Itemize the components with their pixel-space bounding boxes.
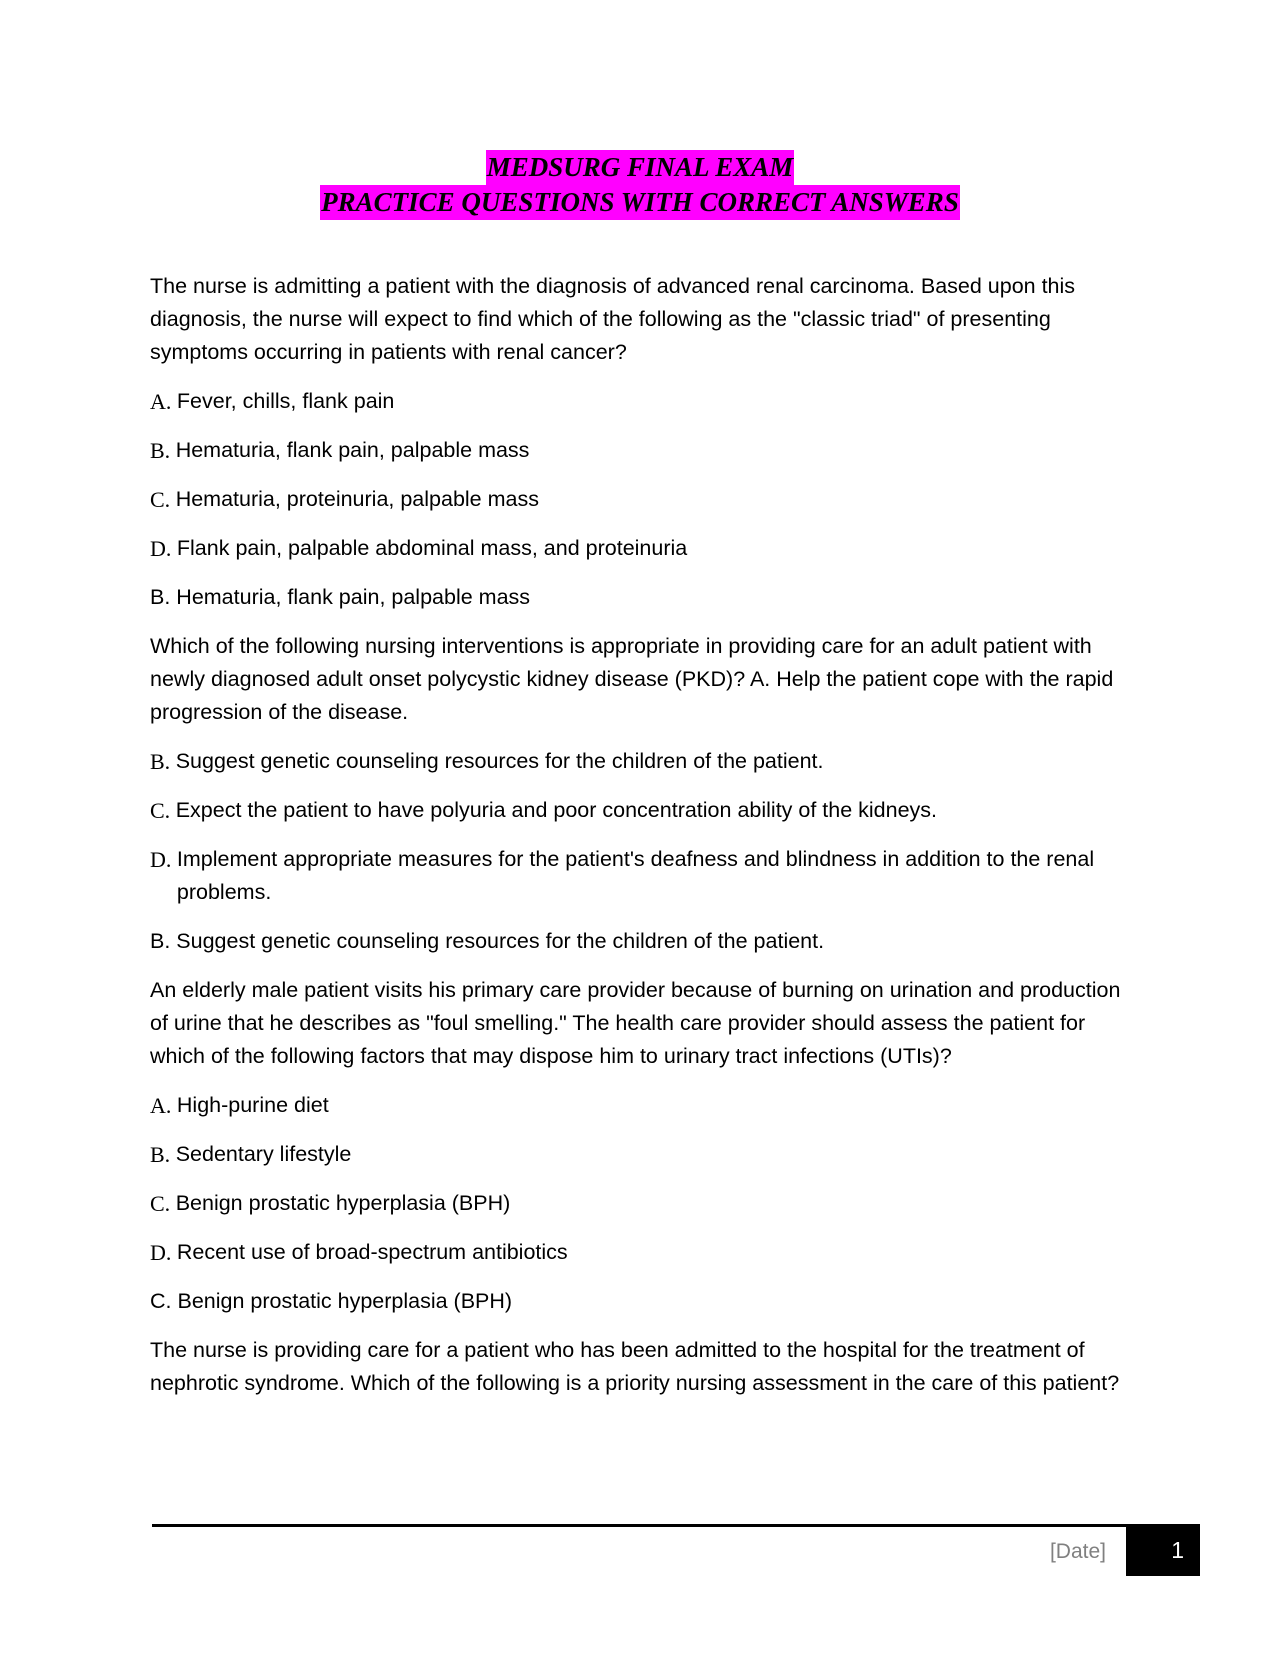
document-body	[150, 270, 1130, 1416]
question-3-option-b	[150, 1138, 1130, 1171]
title-line-2: PRACTICE QUESTIONS WITH CORRECT ANSWERS	[320, 185, 960, 220]
option-text: Implement appropriate measures for the patient's deafness and blindness in addition to the renal problems.	[176, 847, 1095, 904]
option-text: High-purine diet	[176, 1093, 329, 1117]
page-number-box	[1126, 1524, 1200, 1576]
question-3-option-a	[150, 1089, 1130, 1122]
question-1-option-b	[150, 434, 1130, 467]
option-text: Benign prostatic hyperplasia (BPH)	[175, 1191, 511, 1215]
option-letter: C.	[150, 798, 176, 823]
option-letter: C.	[150, 487, 176, 512]
option-letter: B.	[150, 438, 176, 463]
question-4-text: The nurse is providing care for a patient who has been admitted to the hospital for the treatment of nephrotic syndrome. Which of the following is a priority nursing assessment in the care of this patient?	[150, 1338, 1120, 1395]
option-text: Expect the patient to have polyuria and poor concentration ability of the kidneys.	[175, 798, 938, 822]
question-2-option-d	[150, 843, 1130, 909]
option-text: Hematuria, proteinuria, palpable mass	[175, 487, 539, 511]
question-1-option-d	[150, 532, 1130, 565]
question-2-option-b	[150, 745, 1130, 778]
question-1-option-a	[150, 385, 1130, 418]
question-1-text: The nurse is admitting a patient with the diagnosis of advanced renal carcinoma. Based upon this diagnosis, the nurse will expect to find which of the following as the "classic triad" of presenting symptoms occurring in patients with renal cancer?	[150, 274, 1076, 364]
question-1-answer: B. Hematuria, flank pain, palpable mass	[150, 585, 531, 609]
option-text: Hematuria, flank pain, palpable mass	[175, 438, 530, 462]
option-text: Sedentary lifestyle	[175, 1142, 352, 1166]
option-text: Flank pain, palpable abdominal mass, and proteinuria	[176, 536, 688, 560]
option-letter: A.	[150, 1093, 177, 1118]
option-text: Recent use of broad-spectrum antibiotics	[176, 1240, 568, 1264]
question-2-text: Which of the following nursing interventions is appropriate in providing care for an adult patient with newly diagnosed adult onset polycystic kidney disease (PKD)? A. Help the patient cope with the rapid progression of the disease.	[150, 634, 1114, 724]
page-number: 1	[1171, 1537, 1184, 1563]
option-letter: C.	[150, 1191, 176, 1216]
option-text: Suggest genetic counseling resources for the children of the patient.	[175, 749, 824, 773]
option-text: Fever, chills, flank pain	[176, 389, 395, 413]
question-3-option-c	[150, 1187, 1130, 1220]
question-2-option-c	[150, 794, 1130, 827]
question-1-option-c	[150, 483, 1130, 516]
question-2-answer: B. Suggest genetic counseling resources for the children of the patient.	[150, 929, 825, 953]
option-letter: D.	[150, 536, 177, 561]
question-3-option-d	[150, 1236, 1130, 1269]
option-letter: D.	[150, 847, 177, 872]
footer-divider	[152, 1524, 1126, 1527]
question-3-answer: C. Benign prostatic hyperplasia (BPH)	[150, 1289, 513, 1313]
option-letter: D.	[150, 1240, 177, 1265]
document-title	[0, 150, 1280, 220]
option-letter: A.	[150, 389, 177, 414]
question-3-text: An elderly male patient visits his primary care provider because of burning on urination and production of urine that he describes as "foul smelling." The health care provider should assess the patient for which of the following factors that may dispose him to urinary tract infections (UTIs)?	[150, 978, 1121, 1068]
footer-date: [Date]	[1049, 1540, 1106, 1563]
option-letter: B.	[150, 749, 176, 774]
option-letter: B.	[150, 1142, 176, 1167]
title-line-1: MEDSURG FINAL EXAM	[486, 150, 795, 185]
